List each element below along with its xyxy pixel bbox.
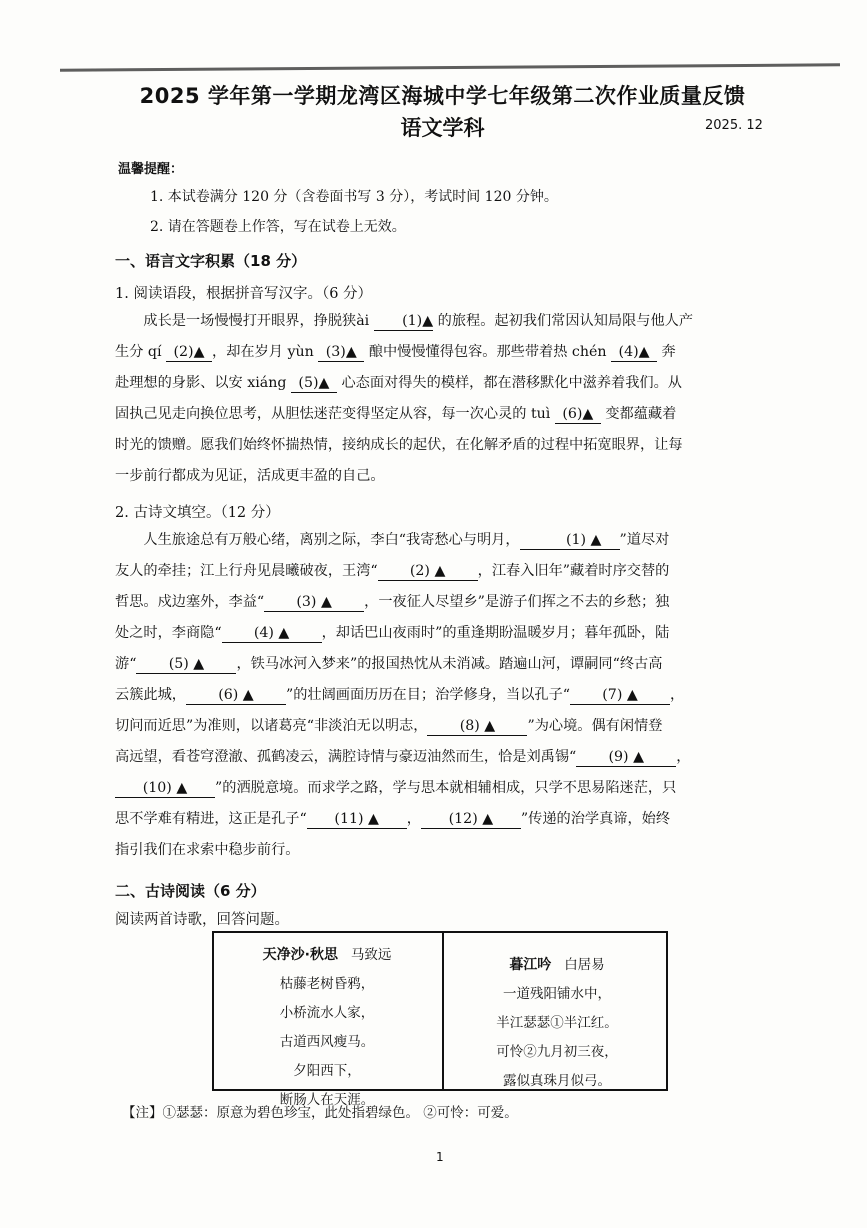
passage-line [115,461,771,492]
passage-line [115,742,771,773]
passage-line [115,618,771,649]
answer-blank[interactable]: (4) ▲ [222,624,322,643]
page-number: 1 [436,1150,444,1164]
passage-text: ”的洒脱意境。而求学之路，学与思本就相辅相成，只学不思易陷迷茫，只 [215,780,677,796]
passage-text: ，江春入旧年”藏着时序交替的 [477,563,670,579]
tip-item-2: 2. 请在答题卷上作答，写在试卷上无效。 [150,219,406,235]
passage-text: 游“ [115,656,137,672]
passage-text: 友人的牵挂；江上行舟见晨曦破夜，王湾“ [115,563,378,579]
passage-line [115,835,771,866]
section-2-heading: 二、古诗阅读（6 分） [115,882,266,900]
passage-line [115,804,771,835]
tip-item-1: 1. 本试卷满分 120 分（含卷面书写 3 分），考试时间 120 分钟。 [150,189,558,205]
passage-text: ”的壮阔画面历历在目；治学修身，当以孔子“ [285,687,571,703]
answer-blank[interactable]: (1)▲ [374,312,433,331]
passage-text: 的旅程。起初我们常因认知局限与他人产 [433,313,694,329]
poem-right-lines [444,980,670,1096]
passage-text: 固执己见走向换位思考，从胆怯迷茫变得坚定从容，每一次心灵的 tuì [115,406,555,422]
answer-blank[interactable]: (2) ▲ [378,562,478,581]
passage-text: ， [676,749,691,765]
passage-text: ，却在岁月 yùn [212,344,319,360]
passage-text: 变都蕴藏着 [600,406,677,422]
passage-text: ， [670,687,685,703]
answer-blank[interactable]: (7) ▲ [570,686,670,705]
poem-note: 【注】①瑟瑟：原意为碧色珍宝，此处指碧绿色。 ②可怜：可爱。 [122,1105,518,1121]
passage-text: 赴理想的身影、以安 xiáng [115,375,291,391]
answer-blank[interactable]: (6) ▲ [186,686,286,705]
question-2-prompt: 2. 古诗文填空。（12 分） [115,505,280,521]
passage-text: 生分 qí [115,344,167,360]
passage-line [115,649,771,680]
passage-line [115,680,771,711]
poem-box [212,931,668,1108]
passage-text: 一步前行都成为见证，活成更丰盈的自己。 [115,468,385,484]
section-2-prompt: 阅读两首诗歌，回答问题。 [115,912,289,928]
poem-line: 枯藤老树昏鸦， [279,976,375,992]
passage-text: 指引我们在求索中稳步前行。 [115,842,300,858]
passage-text: ”传递的治学真谛，始终 [520,811,671,827]
answer-blank[interactable]: (9) ▲ [576,748,676,767]
passage-text: 切问而近思”为准则，以诸葛亮“非淡泊无以明志， [115,718,428,734]
passage-text: 云簇此城， [115,687,186,703]
scan-edge-line [60,63,840,71]
poem-left-lines [214,970,440,1115]
answer-blank[interactable]: (2)▲ [166,343,212,362]
passage-line [115,368,771,399]
question-2-passage [115,525,771,866]
poem-line: 一道残阳铺水中， [503,986,611,1002]
passage-text: 人生旅途总有万般心绪，离别之际，李白“我寄愁心与明月， [143,532,520,548]
passage-line [115,525,771,556]
passage-line [115,430,771,461]
poem-left-title: 天净沙·秋思 [262,947,338,963]
passage-line [115,556,771,587]
poem-line: 露似真珠月似弓。 [503,1073,611,1089]
passage-text: ，一夜征人尽望乡”是游子们挥之不去的乡愁；独 [364,594,670,610]
answer-blank[interactable]: (4)▲ [611,343,657,362]
passage-line [115,773,771,804]
passage-line [115,711,771,742]
answer-blank[interactable]: (12) ▲ [421,810,521,829]
answer-blank[interactable]: (1) ▲ [520,531,620,550]
answer-blank[interactable]: (8) ▲ [427,717,527,736]
subject-title: 语文学科 [400,116,485,140]
passage-text: 奔 [657,344,676,360]
passage-text: 高远望，看苍穹澄澈、孤鹤凌云，满腔诗情与豪迈油然而生，恰是刘禹锡“ [115,749,577,765]
poem-line: 古道西风瘦马。 [279,1034,375,1050]
passage-text: ，却话巴山夜雨时”的重逢期盼温暖岁月；暮年孤卧，陆 [321,625,670,641]
answer-blank[interactable]: (5)▲ [291,374,337,393]
poem-left [214,941,440,1115]
passage-text: ，铁马冰河入梦来”的报国热忱从未消减。踏遍山河，谭嗣同“终古高 [236,656,663,672]
passage-line [115,399,771,430]
answer-blank[interactable]: (6)▲ [555,405,601,424]
poem-left-author: 马致远 [350,947,392,963]
passage-text: 哲思。戍边塞外，李益“ [115,594,265,610]
passage-text: ”道尽对 [619,532,670,548]
passage-line [115,587,771,618]
tips-heading: 温馨提醒： [118,162,184,177]
passage-text: 心态面对得失的模样，都在潜移默化中滋养着我们。从 [336,375,682,391]
passage-text: 成长是一场慢慢打开眼界，挣脱狭ài [143,313,374,329]
exam-date: 2025. 12 [705,118,763,133]
poem-right [444,951,670,1096]
poem-right-title: 暮江吟 [509,957,552,973]
question-1-prompt: 1. 阅读语段，根据拼音写汉字。（6 分） [115,286,373,302]
passage-text: ”为心境。偶有闲情登 [527,718,663,734]
answer-blank[interactable]: (3) ▲ [264,593,364,612]
poem-line: 小桥流水人家， [279,1005,375,1021]
answer-blank[interactable]: (3)▲ [318,343,364,362]
question-1-passage [115,306,771,492]
exam-title: 2025 学年第一学期龙湾区海城中学七年级第二次作业质量反馈 [139,84,746,108]
passage-line [115,306,771,337]
passage-text: 思不学难有精进，这正是孔子“ [115,811,307,827]
answer-blank[interactable]: (11) ▲ [307,810,407,829]
section-1-heading: 一、语言文字积累（18 分） [115,252,307,270]
poem-line: 夕阳西下， [293,1063,361,1079]
passage-text: ， [406,811,421,827]
poem-line: 断肠人在天涯。 [279,1092,375,1108]
poem-right-author: 白居易 [564,957,605,973]
poem-line: 可怜②九月初三夜， [496,1044,618,1060]
passage-text: 酿中慢慢懂得包容。那些带着热 chén [364,344,612,360]
answer-blank[interactable]: (10) ▲ [115,779,215,798]
passage-text: 处之时，李商隐“ [115,625,222,641]
passage-text: 时光的馈赠。愿我们始终怀揣热情，接纳成长的起伏，在化解矛盾的过程中拓宽眼界，让每 [115,437,683,453]
poem-line: 半江瑟瑟①半江红。 [496,1015,618,1031]
passage-line [115,337,771,368]
answer-blank[interactable]: (5) ▲ [136,655,236,674]
